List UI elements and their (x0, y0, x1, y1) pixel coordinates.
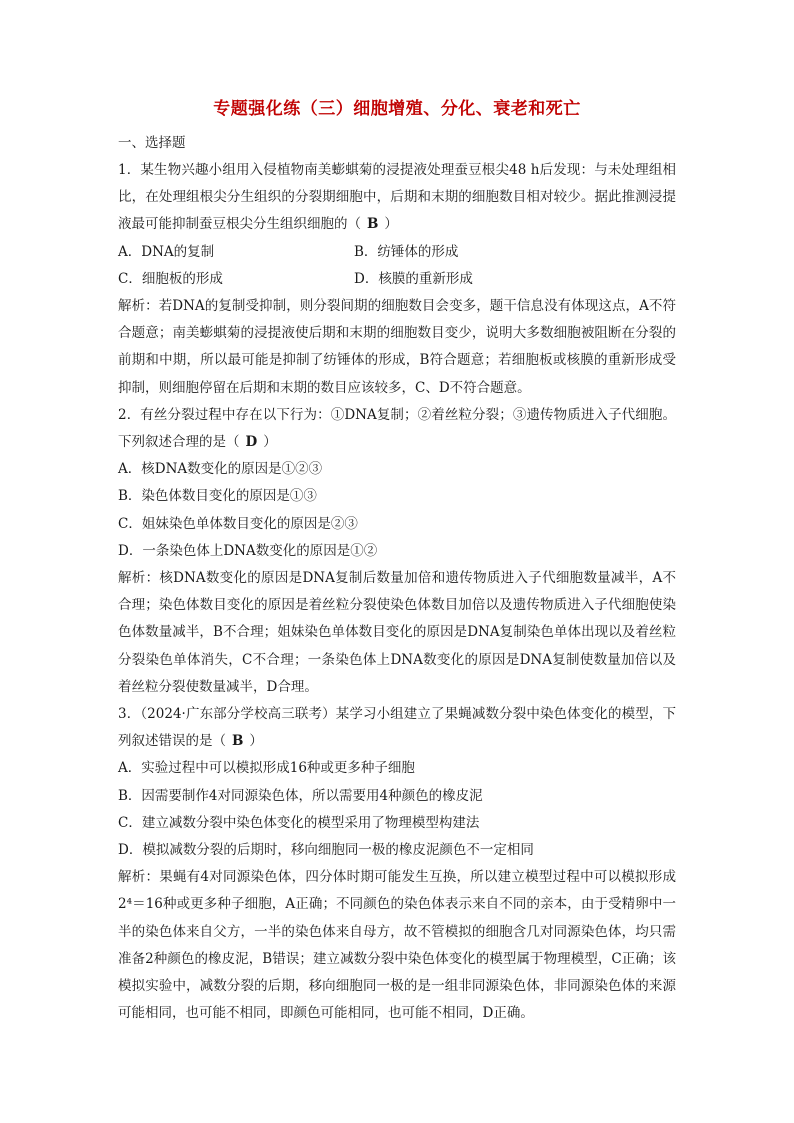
question-2-option-d: D．一条染色体上DNA数变化的原因是①② (118, 542, 378, 559)
question-1-analysis: 解析：若DNA的复制受抑制，则分裂间期的细胞数目会变多，题干信息没有体现这点，A不符合题意；南美蟛蜞菊的浸提液使后期和末期的细胞数目变少，说明大多数细胞被阻断在分裂的前期和中期，所以最可能是抑制了纺锤体的形成，B符合题意；若细胞板或核膜的重新形成受抑制，则细胞停留在后期和末期的数目应该较多，C、D不符合题意。 (118, 298, 676, 396)
question-2-stem-text: 2．有丝分裂过程中存在以下行为：①DNA复制；②着丝粒分裂；③遗传物质进入子代细胞。下列叙述合理的是（ (118, 406, 676, 451)
question-1-option-a: A．DNA的复制 (118, 243, 215, 260)
section-heading: 一、选择题 (118, 135, 186, 151)
question-2-option-b: B．染色体数目变化的原因是①③ (118, 488, 317, 505)
question-1-answer: B (367, 216, 379, 233)
question-1-options (118, 239, 676, 293)
question-1-stem-text: 1．某生物兴趣小组用入侵植物南美蟛蜞菊的浸提液处理蚕豆根尖48 h后发现：与未处理组相比，在处理组根尖分生组织的分裂期细胞中，后期和末期的细胞数目相对较少。据此推测浸提液最可能抑制蚕豆根尖分生组织细胞的（ (118, 162, 676, 233)
question-3 (118, 701, 676, 1027)
question-3-stem-text: 3．（2024·广东部分学校高三联考）某学习小组建立了果蝇减数分裂中染色体变化的模型，下列叙述错误的是（ (118, 706, 676, 750)
question-1-option-d: D．核膜的重新形成 (354, 270, 473, 287)
question-3-analysis: 解析：果蝇有4对同源染色体，四分体时期可能发生互换，所以建立模型过程中可以模拟形成2⁴＝16种或更多种子细胞，A正确；不同颜色的染色体表示来自不同的亲本，由于受精卵中一半的染色体来自父方，一半的染色体来自母方，故不管模拟的细胞含几对同源染色体，均只需准备2种颜色的橡皮泥，B错误；建立减数分裂中染色体变化的模型属于物理模型，C正确；该模拟实验中，减数分裂的后期，移向细胞同一极的是一组非同源染色体，非同源染色体的来源可能相同，也可能不相同，即颜色可能相同，也可能不相同，D正确。 (118, 869, 676, 1022)
question-2-answer: D (245, 434, 258, 451)
question-1-option-b: B．纺锤体的形成 (354, 243, 459, 260)
question-3-option-d: D．模拟减数分裂的后期时，移向细胞同一极的橡皮泥颜色不一定相同 (118, 842, 534, 859)
question-3-option-b: B．因需要制作4对同源染色体，所以需要用4种颜色的橡皮泥 (118, 787, 483, 804)
question-2 (118, 402, 676, 701)
question-2-stem (118, 402, 676, 456)
question-1-stem-close: ） (384, 216, 398, 233)
question-2-stem-close: ） (263, 434, 277, 451)
question-1 (118, 157, 676, 402)
question-3-stem (118, 701, 676, 755)
question-1-stem (118, 157, 676, 239)
page-title: 专题强化练（三）细胞增殖、分化、衰老和死亡 (213, 99, 581, 119)
question-1-option-c: C．细胞板的形成 (118, 270, 223, 287)
question-3-option-c: C．建立减数分裂中染色体变化的模型采用了物理模型构建法 (118, 814, 480, 831)
question-3-stem-close: ） (249, 733, 263, 750)
question-2-analysis: 解析：核DNA数变化的原因是DNA复制后数量加倍和遗传物质进入子代细胞数量减半，A不合理；染色体数目变化的原因是着丝粒分裂使染色体数目加倍以及遗传物质进入子代细胞使染色体数量减半，B不合理；姐妹染色单体数目变化的原因是DNA复制染色单体出现以及着丝粒分裂染色单体消失，C不合理；一条染色体上DNA数变化的原因是DNA复制使数量加倍以及着丝粒分裂使数量减半，D合理。 (118, 570, 676, 695)
question-2-option-a: A．核DNA数变化的原因是①②③ (118, 461, 323, 478)
question-2-option-c: C．姐妹染色单体数目变化的原因是②③ (118, 515, 358, 532)
question-3-answer: B (232, 733, 244, 750)
question-3-option-a: A．实验过程中可以模拟形成16种或更多种子细胞 (118, 760, 415, 777)
